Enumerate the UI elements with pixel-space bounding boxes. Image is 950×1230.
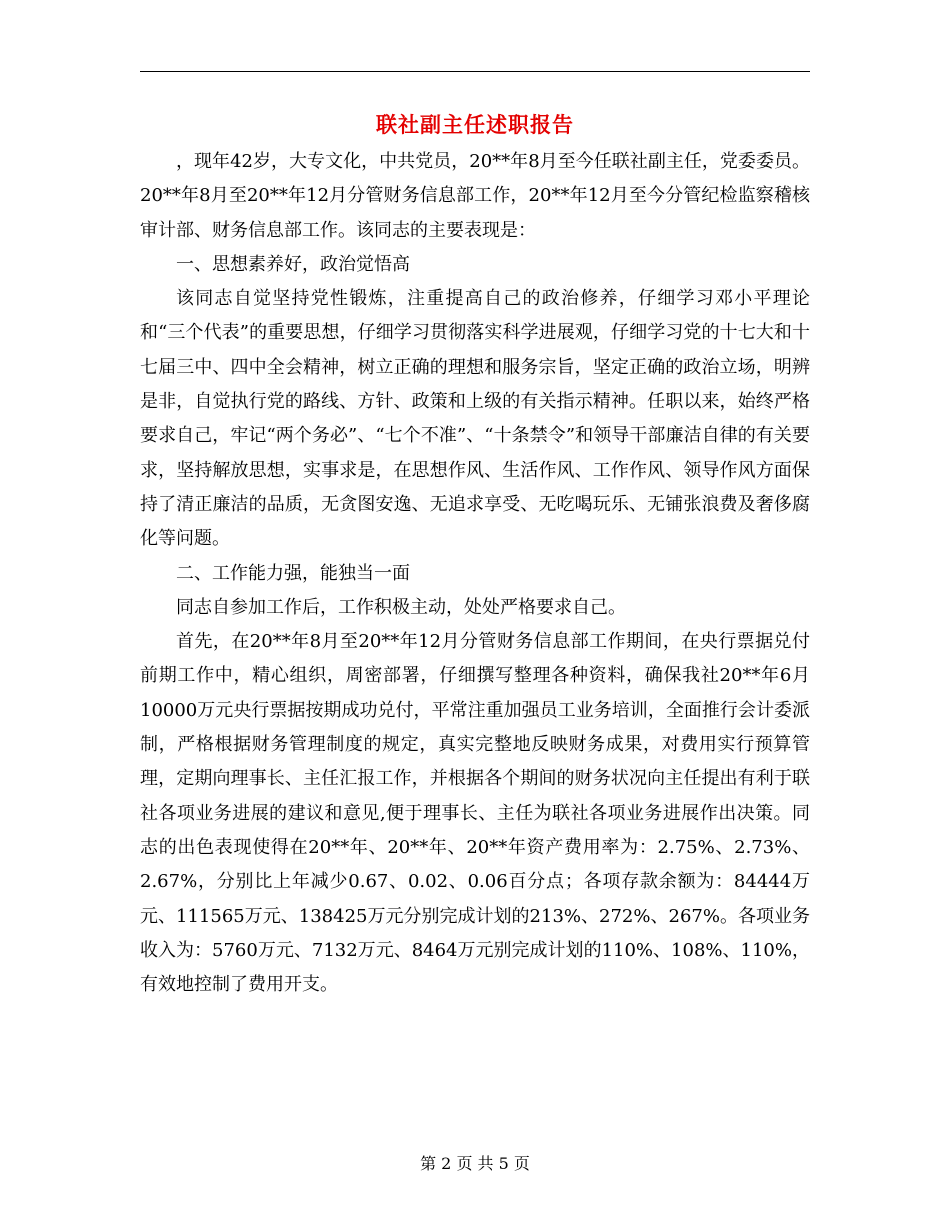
document-body <box>140 145 810 1002</box>
section-heading-2: 二、工作能力强，能独当一面 <box>176 562 410 584</box>
page-number: 第 2 页 共 5 页 <box>420 1154 530 1173</box>
header-rule <box>140 71 810 72</box>
paragraph-intro: ，现年42岁，大专文化，中共党员，20**年8月至今任联社副主任，党委委员。20**年8月至20**年12月分管财务信息部工作，20**年12月至今分管纪检监察稽核审计部、财务信息部工作。该同志的主要表现是： <box>140 151 810 241</box>
paragraph-section-2-intro: 同志自参加工作后，工作积极主动，处处严格要求自己。 <box>176 596 626 618</box>
paragraph-section-2-detail: 首先，在20**年8月至20**年12月分管财务信息部工作期间，在央行票据兑付前期工作中，精心组织，周密部署，仔细撰写整理各种资料，确保我社20**年6月10000万元央行票据按期成功兑付，平常注重加强员工业务培训，全面推行会计委派制，严格根据财务管理制度的规定，真实完整地反映财务成果，对费用实行预算管理，定期向理事长、主任汇报工作，并根据各个期间的财务状况向主任提出有利于联社各项业务进展的建议和意见,便于理事长、主任为联社各项业务进展作出决策。同志的出色表现使得在20**年、20**年、20**年资产费用率为：2.75%、2.73%、2.67%，分别比上年减少0.67、0.02、0.06百分点；各项存款余额为：84444万元、111565万元、138425万元分别完成计划的213%、272%、267%。各项业务收入为：5760万元、7132万元、8464万元别完成计划的110%、108%、110%，有效地控制了费用开支。 <box>140 631 810 996</box>
document-title: 联社副主任述职报告 <box>376 112 574 137</box>
section-heading-1: 一、思想素养好，政治觉悟高 <box>176 253 410 275</box>
paragraph-section-1: 该同志自觉坚持党性锻炼，注重提高自己的政治修养，仔细学习邓小平理论和“三个代表”的重要思想，仔细学习贯彻落实科学进展观，仔细学习党的十七大和十七届三中、四中全会精神，树立正确的理想和服务宗旨，坚定正确的政治立场，明辨是非，自觉执行党的路线、方针、政策和上级的有关指示精神。任职以来，始终严格要求自己，牢记“两个务必”、“七个不准”、“十条禁令”和领导干部廉洁自律的有关要求，坚持解放思想，实事求是，在思想作风、生活作风、工作作风、领导作风方面保持了清正廉洁的品质，无贪图安逸、无追求享受、无吃喝玩乐、无铺张浪费及奢侈腐化等问题。 <box>140 288 810 550</box>
